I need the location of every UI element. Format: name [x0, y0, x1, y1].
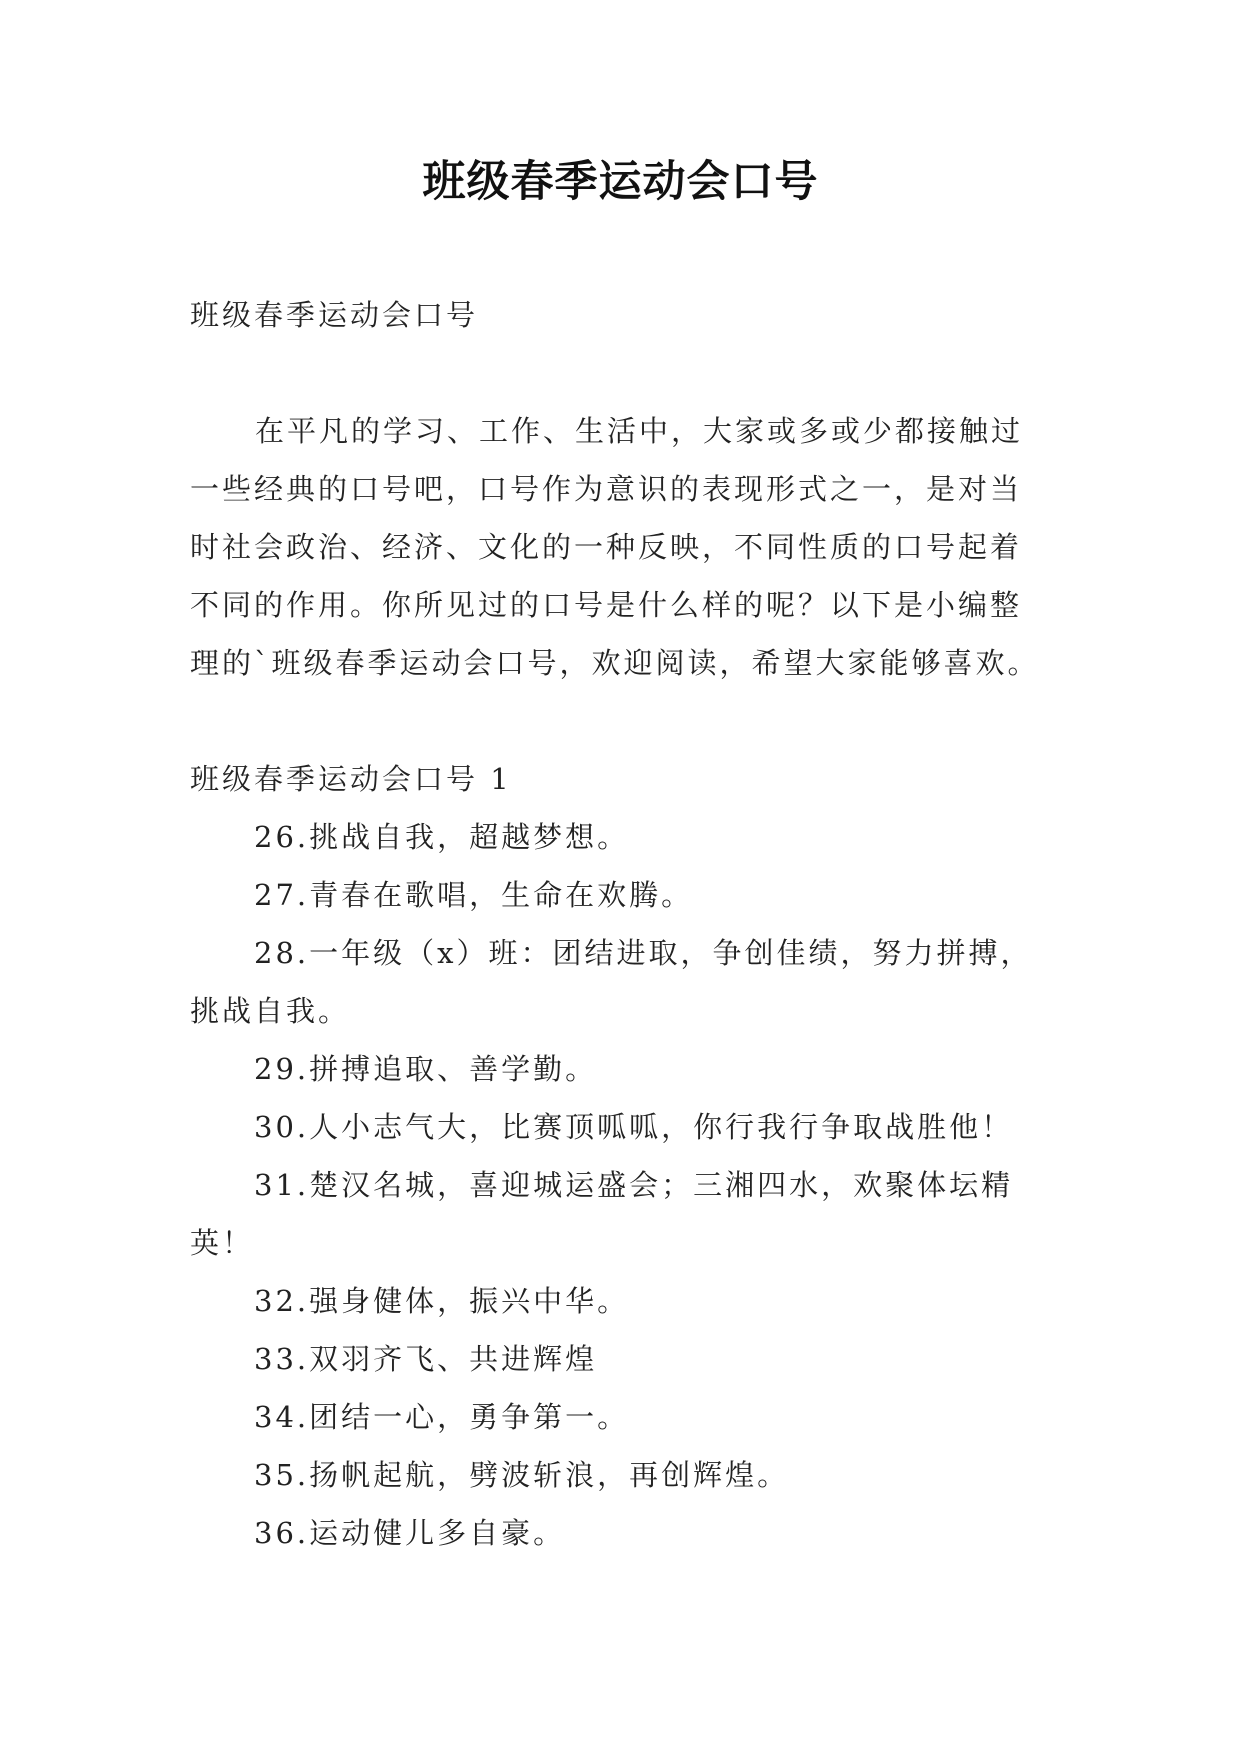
slogan-item: 35.扬帆起航，劈波斩浪，再创辉煌。 [254, 1458, 790, 1492]
intro-line: 一些经典的口号吧，口号作为意识的表现形式之一，是对当 [190, 472, 1023, 506]
slogan-item: 34.团结一心，勇争第一。 [254, 1400, 630, 1434]
intro-line: 理的`班级春季运动会口号，欢迎阅读，希望大家能够喜欢。 [190, 646, 1040, 680]
slogan-item: 32.强身健体，振兴中华。 [254, 1284, 630, 1318]
slogan-item: 26.挑战自我，超越梦想。 [254, 820, 630, 854]
slogan-item-continuation: 英！ [190, 1226, 255, 1260]
slogan-item: 31.楚汉名城，喜迎城运盛会；三湘四水，欢聚体坛精 [254, 1168, 1014, 1202]
document-title: 班级春季运动会口号 [422, 157, 819, 207]
slogan-item: 27.青春在歌唱，生命在欢腾。 [254, 878, 694, 912]
slogan-item: 33.双羽齐飞、共进辉煌 [254, 1342, 598, 1376]
slogan-item: 30.人小志气大，比赛顶呱呱，你行我行争取战胜他！ [254, 1110, 1014, 1144]
slogan-item-continuation: 挑战自我。 [190, 994, 351, 1028]
slogan-list [190, 808, 1070, 1562]
slogan-item: 29.拼搏追取、善学勤。 [254, 1052, 598, 1086]
intro-paragraph [190, 402, 1070, 692]
intro-line: 在平凡的学习、工作、生活中，大家或多或少都接触过 [255, 414, 1024, 448]
document-subtitle: 班级春季运动会口号 [190, 298, 479, 332]
intro-line: 时社会政治、经济、文化的一种反映，不同性质的口号起着 [190, 530, 1023, 564]
slogan-item: 28.一年级（x）班：团结进取，争创佳绩，努力拼搏， [254, 936, 1033, 970]
slogan-item: 36.运动健儿多自豪。 [254, 1516, 566, 1550]
intro-line: 不同的作用。你所见过的口号是什么样的呢？以下是小编整 [190, 588, 1023, 622]
section-heading: 班级春季运动会口号 1 [190, 762, 512, 796]
